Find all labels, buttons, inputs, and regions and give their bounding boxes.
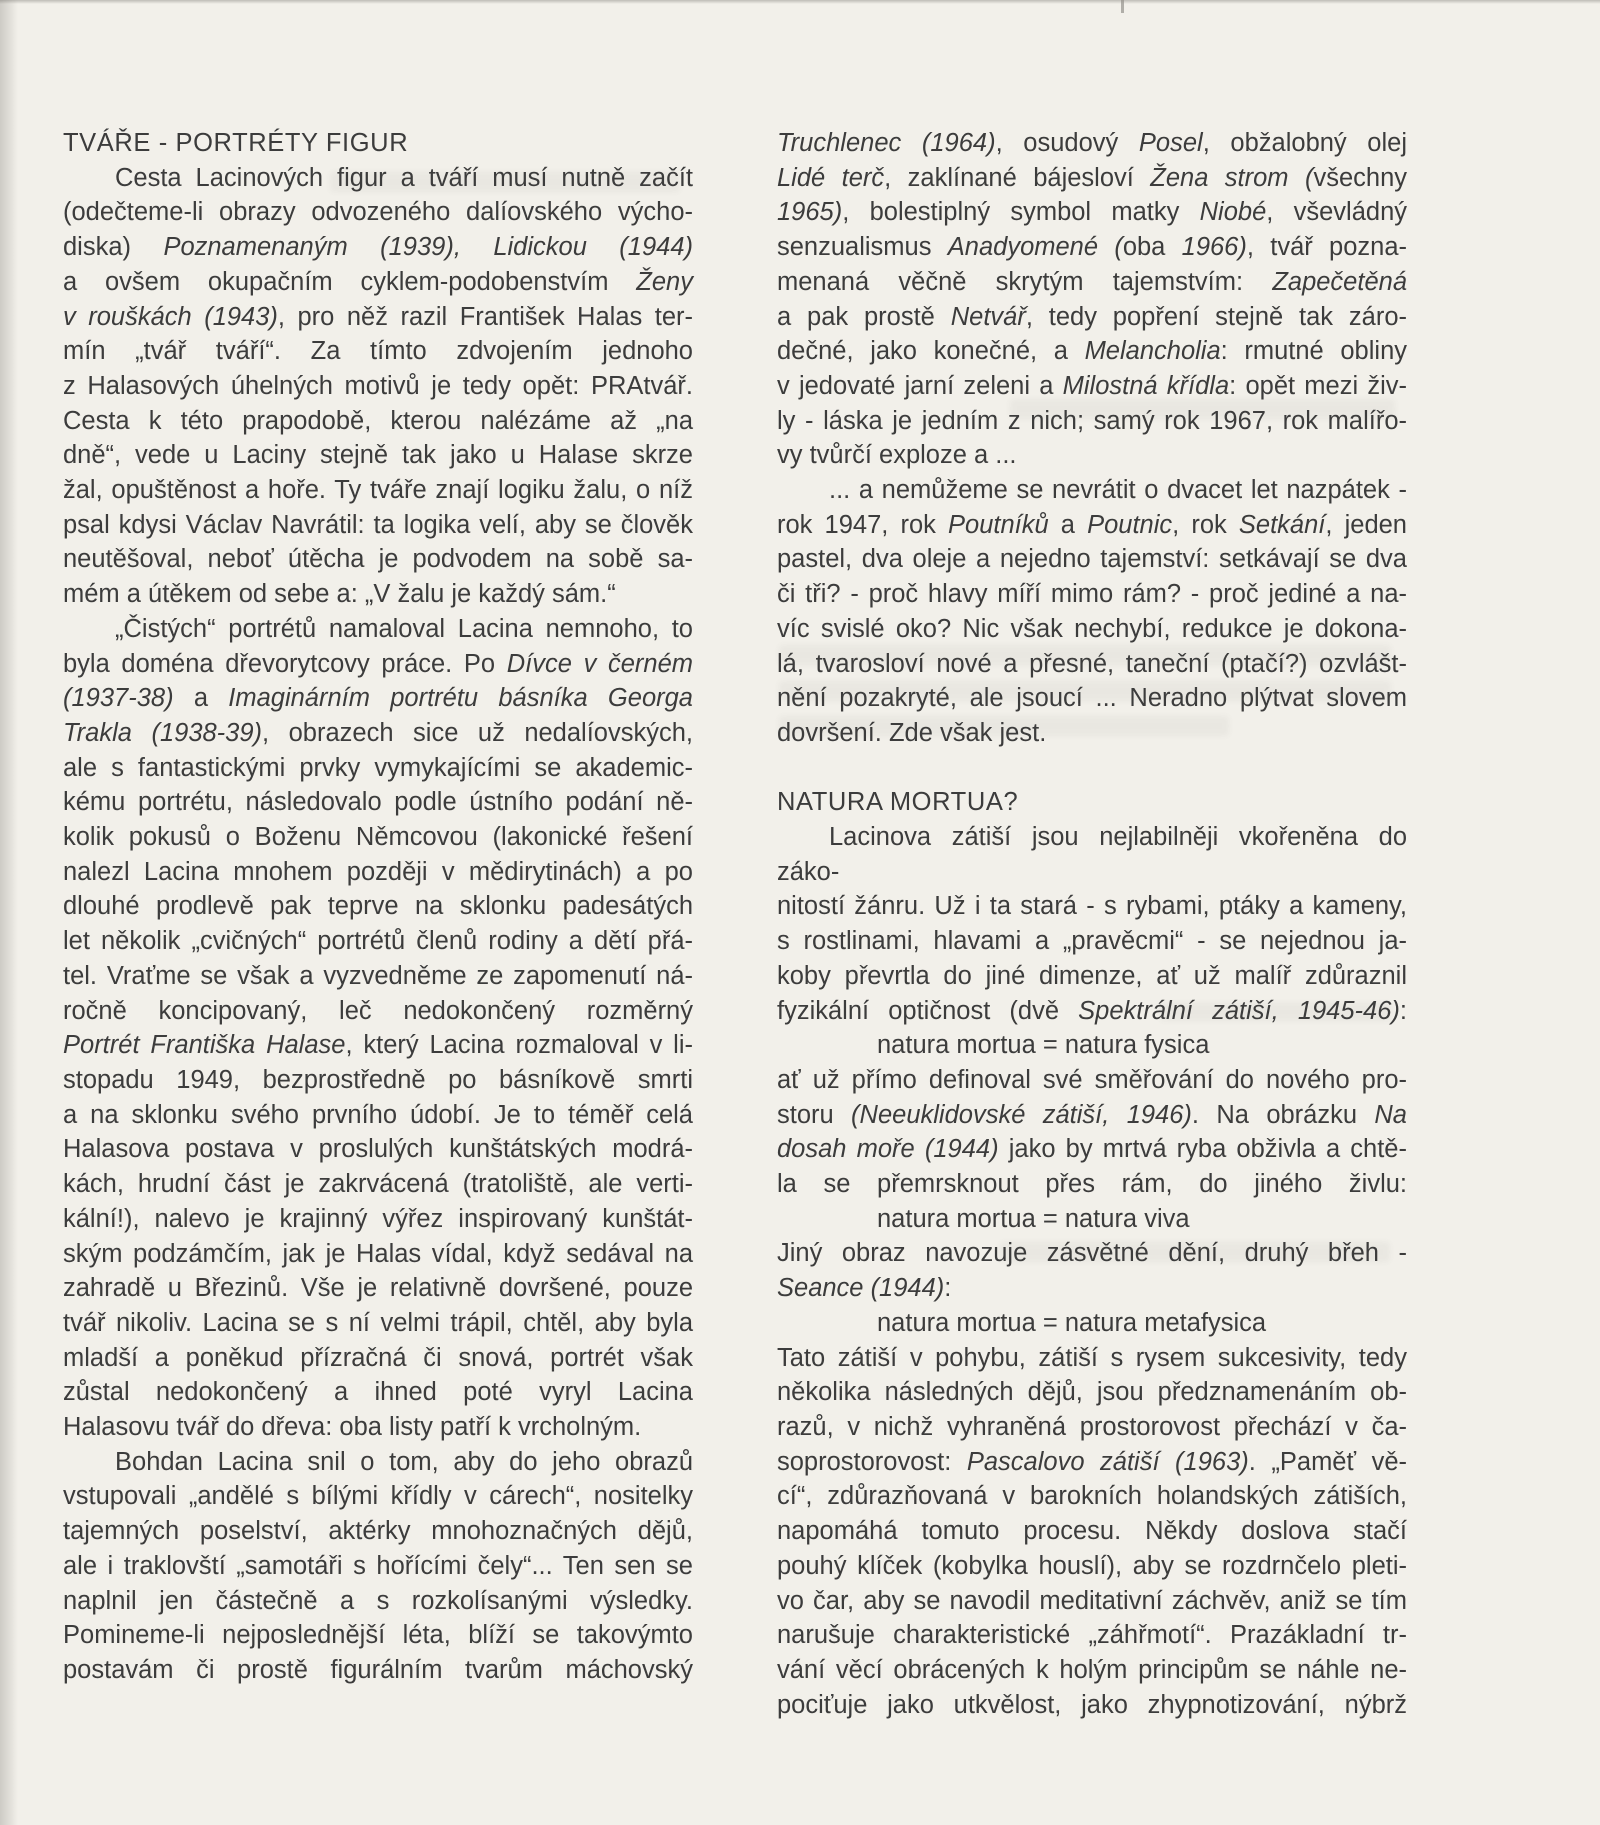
- text-line: žal, opuštěnost a hoře. Ty tváře znají logiku žalu, o níž: [63, 476, 693, 505]
- text-line: ským podzámčím, jak je Halas vídal, když sedával na: [63, 1239, 693, 1268]
- paragraph: [63, 1445, 693, 1688]
- text-line: byla doména dřevorytcovy práce. Po Dívce v černém: [63, 649, 693, 678]
- text-line: psal kdysi Václav Navrátil: ta logika velí, aby se člověk: [63, 510, 693, 539]
- text-line: Halasova postava v proslulých kunštátských modrá-: [63, 1135, 693, 1164]
- text-line: v jedovaté jarní zeleni a Milostná křídla: opět mezi živ-: [777, 371, 1407, 400]
- text-line: neutěšoval, neboť útěcha je podvodem na sobě sa-: [63, 545, 693, 574]
- text-line: a pak prostě Netvář, tedy popření stejně tak záro-: [777, 302, 1407, 331]
- text-line: Tato zátiší v pohybu, zátiší s rysem sukcesivity, tedy: [777, 1343, 1407, 1372]
- text-line: kální!), nalevo je krajinný výřez inspirovaný kunštát-: [63, 1204, 693, 1233]
- text-line: vy tvůrčí exploze a ...: [777, 441, 1017, 470]
- text-line: storu (Neeuklidovské zátiší, 1946). Na obrázku Na: [777, 1100, 1407, 1129]
- paragraph: [63, 161, 693, 612]
- text-line: mladší a poněkud přízračná či snová, portrét však: [63, 1343, 693, 1372]
- text-line: Halasovu tvář do dřeva: oba listy patří k vrcholným.: [63, 1413, 642, 1442]
- text-line: nění pozakryté, ale jsoucí ... Neradno plýtvat slovem: [777, 684, 1407, 713]
- text-line: rok 1947, rok Poutníků a Poutnic, rok Setkání, jeden: [777, 510, 1407, 539]
- scan-top-edge-shadow: [0, 0, 1600, 4]
- text-line: Truchlenec (1964), osudový Posel, obžalobný olej: [777, 129, 1408, 157]
- section-heading: TVÁŘE - PORTRÉTY FIGUR: [63, 129, 409, 157]
- text-line: postavám či prostě figurálním tvarům máchovský: [63, 1655, 693, 1684]
- text-line: tvář nikoliv. Lacina se s ní velmi trápil, chtěl, aby byla: [63, 1308, 693, 1337]
- text-line: víc svislé oko? Nic však nechybí, redukce je dokona-: [777, 614, 1407, 643]
- text-column-left: [63, 126, 693, 1722]
- text-line: Portrét Františka Halase, který Lacina rozmaloval v li-: [63, 1031, 693, 1060]
- text-line: let několik „cvičných“ portrétů členů rodiny a dětí přá-: [63, 927, 693, 956]
- text-line: vání věcí obrácených k holým principům se náhle ne-: [777, 1655, 1407, 1684]
- text-line: Cesta Lacinových figur a tváří musí nutně začít: [115, 163, 693, 192]
- scan-left-edge-shadow: [0, 0, 18, 1825]
- text-line: kolik pokusů o Boženu Němcovou (lakonické řešení: [63, 823, 693, 852]
- text-line: ale s fantastickými prvky vymykajícími se akademic-: [63, 753, 693, 782]
- text-line: natura mortua = natura metafysica: [877, 1308, 1267, 1337]
- text-line: (odečteme-li obrazy odvozeného dalíovského výcho-: [63, 198, 693, 227]
- scan-registration-mark: [1121, 0, 1124, 13]
- text-line: kému portrétu, následovalo podle ústního podání ně-: [63, 788, 693, 817]
- text-line: 1965), bolestiplný symbol matky Niobé, vševládný: [777, 198, 1407, 227]
- text-line: dosah moře (1944) jako by mrtvá ryba obživla a chtě-: [777, 1135, 1407, 1164]
- text-line: dečné, jako konečné, a Melancholia: rmutné obliny: [777, 337, 1407, 366]
- text-line: diska) Poznamenaným (1939), Lidickou (1944): [63, 233, 693, 262]
- text-line: koby převrtla do jiné dimenze, ať už malíř zdůraznil: [777, 961, 1407, 990]
- text-line: dlouhé prodlevě pak teprve na sklonku padesátých: [63, 892, 693, 921]
- text-line: tel. Vraťme se však a vyzvedněme ze zapomenutí ná-: [63, 961, 693, 990]
- text-line: cí“, zdůrazňovaná v barokních holandských zátiších,: [777, 1482, 1407, 1511]
- text-line: Jiný obraz navozuje zásvětné dění, druhý břeh -: [777, 1239, 1407, 1268]
- text-line: z Halasových úhelných motivů je tedy opět: PRAtvář.: [63, 371, 693, 400]
- text-line: a na sklonku svého prvního údobí. Je to téměř celá: [63, 1100, 693, 1129]
- text-line: dovršení. Zde však jest.: [777, 718, 1047, 747]
- text-line: vo čar, aby se navodil meditativní záchvěv, aniž se tím: [777, 1586, 1407, 1615]
- text-line: či tři? - proč hlavy míří mimo rám? - proč jediné a na-: [777, 580, 1407, 609]
- text-line: Lidé terč, zaklínané bájesloví Žena strom (všechny: [777, 163, 1407, 192]
- paragraph: [777, 126, 1407, 473]
- text-line: soprostorovost: Pascalovo zátiší (1963). „Paměť vě-: [777, 1447, 1407, 1476]
- text-line: ... a nemůžeme se nevrátit o dvacet let nazpátek -: [829, 476, 1407, 505]
- text-line: Pomineme-li nejposlednější léta, blíží se takovýmto: [63, 1621, 693, 1650]
- text-line: nitostí žánru. Už i ta stará - s rybami, ptáky a kameny,: [777, 892, 1407, 921]
- text-line: ly - láska je jedním z nich; samý rok 1967, rok malířo-: [777, 406, 1407, 435]
- text-line: (1937-38) a Imaginárním portrétu básníka Georga: [63, 684, 693, 713]
- text-line: fyzikální optičnost (dvě Spektrální zátiší, 1945-46):: [777, 996, 1407, 1025]
- text-line: mém a útěkem od sebe a: „V žalu je každý sám.“: [63, 580, 616, 609]
- text-line: pouhý klíček (kobylka houslí), aby se rozdrnčelo pleti-: [777, 1551, 1407, 1580]
- text-line: lá, tvarosloví nové a přesné, taneční (ptačí?) ozvlášt-: [777, 649, 1407, 678]
- text-line: „Čistých“ portrétů namaloval Lacina nemnoho, to: [115, 614, 693, 643]
- text-line: senzualismus Anadyomené (oba 1966), tvář pozna-: [777, 233, 1407, 262]
- text-line: naplnil jen částečně a s rozkolísanými výsledky.: [63, 1586, 693, 1615]
- text-line: ale i traklovští „samotáři s hořícími čely“... Ten sen se: [63, 1551, 693, 1580]
- text-line: pastel, dva oleje a nejedno tajemství: setkávají se dva: [777, 545, 1407, 574]
- text-line: nalezl Lacina mnohem později v mědirytinách) a po: [63, 857, 693, 886]
- text-line: napomáhá tomuto procesu. Někdy doslova stačí: [777, 1517, 1407, 1546]
- text-line: ročně koncipovaný, leč nedokončený rozměrný: [63, 996, 693, 1025]
- text-line: natura mortua = natura fysica: [877, 1031, 1210, 1060]
- text-line: stopadu 1949, bezprostředně po básníkově smrti: [63, 1065, 693, 1094]
- text-line: pociťuje jako utkvělost, jako zhypnotizování, nýbrž: [777, 1690, 1407, 1719]
- text-column-right: [777, 126, 1407, 1722]
- page-content: [63, 126, 1407, 1722]
- paragraph: [63, 612, 693, 1445]
- text-line: Seance (1944):: [777, 1274, 952, 1303]
- text-line: mín „tvář tváří“. Za tímto zdvojením jednoho: [63, 337, 693, 366]
- text-line: v rouškách (1943), pro něž razil František Halas ter-: [63, 302, 693, 331]
- text-line: Bohdan Lacina snil o tom, aby do jeho obrazů: [115, 1447, 693, 1476]
- text-line: natura mortua = natura viva: [877, 1204, 1190, 1233]
- text-line: tajemných poselství, aktérky mnohoznačných dějů,: [63, 1517, 693, 1546]
- paragraph: [777, 820, 1407, 1722]
- blank-line: [777, 751, 1407, 786]
- text-line: razů, v nichž vyhraněná prostorovost přechází v ča-: [777, 1413, 1407, 1441]
- text-line: menaná věčně skrytým tajemstvím: Zapečetěná: [777, 267, 1407, 296]
- text-line: Trakla (1938-39), obrazech sice už nedalíovských,: [63, 718, 693, 747]
- text-line: Lacinova zátiší jsou nejlabilněji vkořeněna do záko-: [777, 823, 1407, 886]
- text-line: Cesta k této prapodobě, kterou nalézáme až „na: [63, 406, 693, 435]
- text-line: kách, hrudní část je zakrvácená (tratoliště, ale verti-: [63, 1170, 693, 1199]
- text-line: a ovšem okupačním cyklem-podobenstvím Ženy: [63, 267, 693, 296]
- text-line: dně“, vede u Laciny stejně tak jako u Halase skrze: [63, 441, 693, 470]
- text-line: zahradě u Březinů. Vše je relativně dovršené, pouze: [63, 1274, 693, 1303]
- text-line: ať už přímo definoval své směřování do nového pro-: [777, 1065, 1407, 1094]
- text-line: s rostlinami, hlavami a „pravěcmi“ - se nejednou ja-: [777, 927, 1407, 956]
- paragraph: [777, 473, 1407, 751]
- text-line: narušuje charakteristické „záhřmotí“. Prazákladní tr-: [777, 1621, 1407, 1650]
- text-line: vstupovali „andělé s bílými křídly v cárech“, nositelky: [63, 1482, 693, 1511]
- text-line: la se přemrsknout přes rám, do jiného živlu:: [777, 1170, 1407, 1199]
- text-line: zůstal nedokončený a ihned poté vyryl Lacina: [63, 1378, 693, 1407]
- section-heading: NATURA MORTUA?: [777, 788, 1019, 817]
- text-line: několika následných dějů, jsou předznamenáním ob-: [777, 1378, 1407, 1407]
